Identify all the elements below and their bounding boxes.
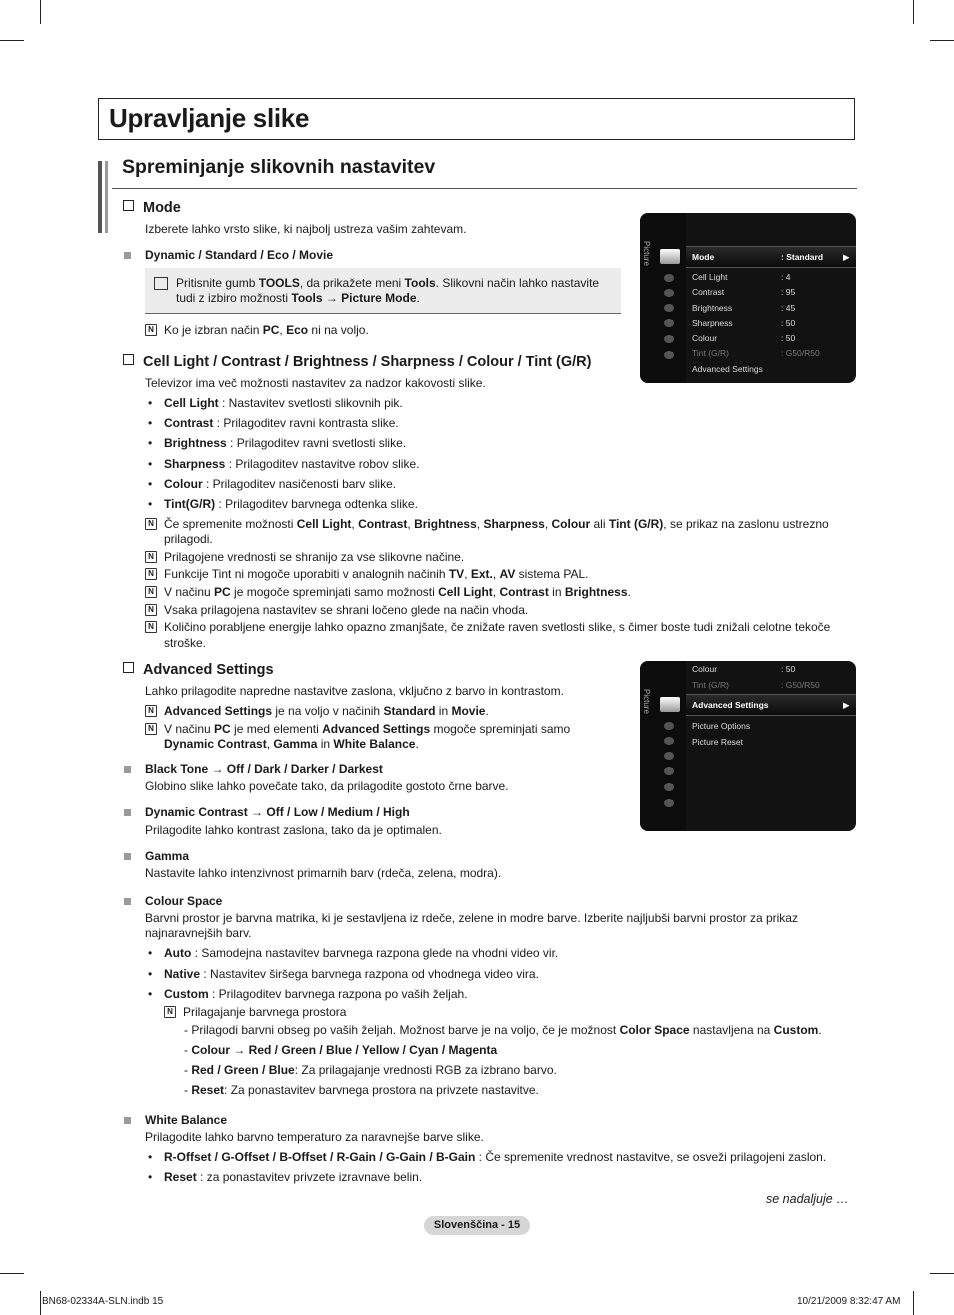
tv-menu-screen-advanced xyxy=(640,661,856,831)
note-icon: N xyxy=(145,551,157,563)
black-tone-desc: Globino slike lahko povečate tako, da prilagodite gostoto črne barve. xyxy=(145,779,509,793)
adv-note-2-cont: Dynamic Contrast, Gamma in White Balance. xyxy=(164,737,419,751)
bullet: • xyxy=(148,396,153,410)
note-icon: N xyxy=(145,518,157,530)
list-item: Cell Light : Nastavitev svetlosti slikovnih pik. xyxy=(164,396,403,410)
crop-mark xyxy=(0,1273,24,1274)
tools-tip-box xyxy=(145,268,621,314)
support-icon xyxy=(664,799,674,807)
cell-note-6: Količino porabljene energije lahko opazno zmanjšate, če znižate raven svetlosti slike, s čimer boste tudi znižali celotne tekoče xyxy=(164,620,831,634)
note-icon: N xyxy=(145,705,157,717)
bullet: • xyxy=(148,497,153,511)
tv-row-value: : 4 xyxy=(781,272,791,282)
bullet: • xyxy=(148,1150,153,1164)
crop-mark xyxy=(0,40,24,41)
section-marker xyxy=(98,161,102,233)
square-bullet-icon xyxy=(124,766,131,773)
crop-mark xyxy=(913,0,914,24)
tv-sidebar xyxy=(640,661,686,831)
cs-note: Prilagajanje barvnega prostora xyxy=(183,1005,347,1019)
list-item: Contrast : Prilagoditev ravni kontrasta slike. xyxy=(164,416,399,431)
mode-desc: Izberete lahko vrsto slike, ki najbolj ustreza vašim zahtevam. xyxy=(145,222,467,236)
tools-tip-line2: tudi z izbiro možnosti Tools → Picture Mode. xyxy=(176,291,420,305)
mode-options: Dynamic / Standard / Eco / Movie xyxy=(145,248,334,262)
picture-icon xyxy=(660,249,680,264)
square-bullet-icon xyxy=(124,252,131,259)
cell-heading-text: Cell Light / Contrast / Brightness / Sharpness / Colour / Tint (G/R) xyxy=(143,354,592,370)
crop-mark xyxy=(930,40,954,41)
application-icon xyxy=(664,335,674,343)
bullet: • xyxy=(148,416,153,431)
tv-row: Advanced Settings xyxy=(692,364,763,374)
note-icon: N xyxy=(145,621,157,633)
cs-detail-2: - Colour → Red / Green / Blue / Yellow / Cyan / Magenta xyxy=(184,1043,498,1057)
cs-detail-4: - Reset: Za ponastavitev barvnega prostora na privzete nastavitve. xyxy=(184,1083,539,1097)
adv-heading-text: Advanced Settings xyxy=(143,662,274,678)
page-title-box xyxy=(98,98,855,140)
tv-row: Sharpness xyxy=(692,318,733,328)
white-balance-desc: Prilagodite lahko barvno temperaturo za naravnejše barve slike. xyxy=(145,1130,484,1144)
tv-menu-screen-picture xyxy=(640,213,856,383)
cell-note-1: Če spremenite možnosti Cell Light, Contrast, Brightness, Sharpness, Colour ali Tint (G/R), se prikaz na zaslonu ustrezno xyxy=(164,517,829,531)
bullet: • xyxy=(148,476,153,491)
note-icon: N xyxy=(145,324,157,336)
white-balance-title: White Balance xyxy=(145,1113,228,1127)
colour-space-desc-cont: najnaravnejših barv. xyxy=(145,926,252,940)
bullet: • xyxy=(148,946,153,960)
right-arrow-icon: ▶ xyxy=(843,700,850,710)
cell-note-1-cont: prilagodi. xyxy=(164,532,213,546)
section-marker xyxy=(105,161,108,233)
cell-note-2: Prilagojene vrednosti se shranijo za vse slikovne načine. xyxy=(164,550,465,564)
dynamic-contrast-title: Dynamic Contrast → Off / Low / Medium / High xyxy=(145,805,410,819)
tv-row-value: : 50 xyxy=(781,333,796,343)
channel-icon xyxy=(664,289,674,297)
note-icon: N xyxy=(145,604,157,616)
tv-row-mode-value: : Standard xyxy=(781,252,824,262)
bullet: • xyxy=(148,436,153,451)
square-bullet-icon xyxy=(124,809,131,816)
cell-heading xyxy=(123,354,591,370)
bullet: • xyxy=(148,987,153,1001)
cell-note-4: V načinu PC je mogoče spreminjati samo možnosti Cell Light, Contrast in Brightness. xyxy=(164,585,631,599)
list-item: Custom : Prilagoditev barvnega razpona po vaših željah. xyxy=(164,987,468,1001)
tv-row-value: : G50/R50 xyxy=(781,680,820,690)
page-title: Upravljanje slike xyxy=(109,103,310,133)
file-info: BN68-02334A-SLN.indb 15 xyxy=(42,1296,164,1307)
black-tone-title: Black Tone → Off / Dark / Darker / Darkest xyxy=(145,762,383,776)
tv-row: Contrast xyxy=(692,287,725,297)
colour-space-desc: Barvni prostor je barvna matrika, ki je sestavljena iz rdeče, zelene in modre barve. Izberite najljubši barvni prostor za prikaz xyxy=(145,911,798,925)
list-item: Brightness : Prilagoditev ravni svetlosti slike. xyxy=(164,436,407,451)
input-icon xyxy=(664,319,674,327)
note-icon: N xyxy=(145,568,157,580)
dynamic-contrast-desc: Prilagodite lahko kontrast zaslona, tako da je optimalen. xyxy=(145,823,442,837)
white-balance-item-2: Reset : za ponastavitev privzete izravnave belin. xyxy=(164,1170,423,1184)
tv-row-value: : 50 xyxy=(781,664,796,674)
note-icon: N xyxy=(145,723,157,735)
note-icon: N xyxy=(145,586,157,598)
checkbox-bullet-icon xyxy=(123,200,134,211)
page-number: Slovenščina - 15 xyxy=(424,1216,530,1235)
continued-link: se nadaljuje … xyxy=(766,1192,849,1206)
list-item: Sharpness : Prilagoditev nastavitve robov slike. xyxy=(164,456,420,471)
date-info: 10/21/2009 8:32:47 AM xyxy=(797,1296,901,1307)
note-icon: N xyxy=(164,1006,176,1018)
square-bullet-icon xyxy=(124,1117,131,1124)
input-icon xyxy=(664,767,674,775)
cs-detail-1: - Prilagodi barvni obseg po vaših željah. Možnost barve je na voljo, če je možnost Color Space nastavljena na Custom. xyxy=(184,1023,822,1037)
crop-mark xyxy=(40,1291,41,1315)
sound-icon xyxy=(664,722,674,730)
tv-row: Colour xyxy=(692,664,718,674)
tv-row-value: : 95 xyxy=(781,287,796,297)
adv-note-2: V načinu PC je med elementi Advanced Settings mogoče spreminjati samo xyxy=(164,722,571,736)
cell-note-3: Funkcije Tint ni mogoče uporabiti v analognih načinih TV, Ext., AV sistema PAL. xyxy=(164,567,589,581)
tv-row: Brightness xyxy=(692,303,733,313)
tv-row: Tint (G/R) xyxy=(692,348,729,358)
adv-heading xyxy=(123,662,274,678)
tv-row: Picture Reset xyxy=(692,737,744,747)
bullet: • xyxy=(148,966,153,981)
picture-icon xyxy=(660,697,680,712)
adv-desc: Lahko prilagodite napredne nastavitve zaslona, vključno z barvo in kontrastom. xyxy=(145,684,564,698)
bullet: • xyxy=(148,456,153,471)
list-item: Tint(G/R) : Prilagoditev barvnega odtenka slike. xyxy=(164,497,418,511)
crop-mark xyxy=(930,1273,954,1274)
right-arrow-icon: ▶ xyxy=(843,252,850,262)
cell-note-5: Vsaka prilagojena nastavitev se shrani ločeno glede na način vhoda. xyxy=(164,603,529,617)
cs-detail-3: - Red / Green / Blue: Za prilagajanje vrednosti RGB za izbrano barvo. xyxy=(184,1063,557,1077)
list-item: Native : Nastavitev širšega barvnega razpona od vhodnega video vira. xyxy=(164,966,539,981)
crop-mark xyxy=(913,1291,914,1315)
checkbox-bullet-icon xyxy=(123,662,134,673)
section-title: Spreminjanje slikovnih nastavitev xyxy=(122,156,436,178)
gamma-title: Gamma xyxy=(145,849,190,863)
crop-mark xyxy=(40,0,41,24)
setup-icon xyxy=(664,752,674,760)
list-item: Colour : Prilagoditev nasičenosti barv slike. xyxy=(164,476,397,491)
section-divider xyxy=(112,188,857,189)
square-bullet-icon xyxy=(124,853,131,860)
list-item: Auto : Samodejna nastavitev barvnega razpona glede na vhodni video vir. xyxy=(164,946,559,960)
gamma-desc: Nastavite lahko intenzivnost primarnih barv (rdeča, zelena, modra). xyxy=(145,866,502,880)
cell-desc: Televizor ima več možnosti nastavitev za nadzor kakovosti slike. xyxy=(145,376,486,390)
tv-row-value: : G50/R50 xyxy=(781,348,820,358)
tv-row: Tint (G/R) xyxy=(692,680,729,690)
square-bullet-icon xyxy=(124,898,131,905)
mode-heading xyxy=(123,200,181,216)
tv-sidebar xyxy=(640,213,686,383)
white-balance-item-1: R-Offset / G-Offset / B-Offset / R-Gain / G-Gain / B-Gain : Če spremenite vrednost nastavitve, se osveži prilagojeni zaslon. xyxy=(164,1150,827,1164)
tools-tip-line1: Pritisnite gumb TOOLS, da prikažete meni Tools. Slikovni način lahko nastavite xyxy=(176,276,600,290)
support-icon xyxy=(664,351,674,359)
mode-heading-text: Mode xyxy=(143,200,181,216)
checkbox-bullet-icon xyxy=(123,354,134,365)
colour-space-title: Colour Space xyxy=(145,894,223,908)
setup-icon xyxy=(664,304,674,312)
mode-note: Ko je izbran način PC, Eco ni na voljo. xyxy=(164,323,369,337)
tv-row: Picture Options xyxy=(692,721,751,731)
tv-side-label: Picture xyxy=(642,689,651,714)
tv-side-label: Picture xyxy=(642,241,651,266)
tv-row-value: : 45 xyxy=(781,303,796,313)
cell-note-6-cont: stroške. xyxy=(164,636,207,650)
tv-row: Colour xyxy=(692,333,718,343)
tv-row: Cell Light xyxy=(692,272,728,282)
channel-icon xyxy=(664,737,674,745)
bullet: • xyxy=(148,1170,153,1184)
adv-note-1: Advanced Settings je na voljo v načinih Standard in Movie. xyxy=(164,704,489,718)
tv-row-value: : 50 xyxy=(781,318,796,328)
tv-row-advanced: Advanced Settings xyxy=(692,700,769,710)
application-icon xyxy=(664,783,674,791)
sound-icon xyxy=(664,274,674,282)
tv-row-mode: Mode xyxy=(692,252,715,262)
tools-icon xyxy=(154,277,168,290)
